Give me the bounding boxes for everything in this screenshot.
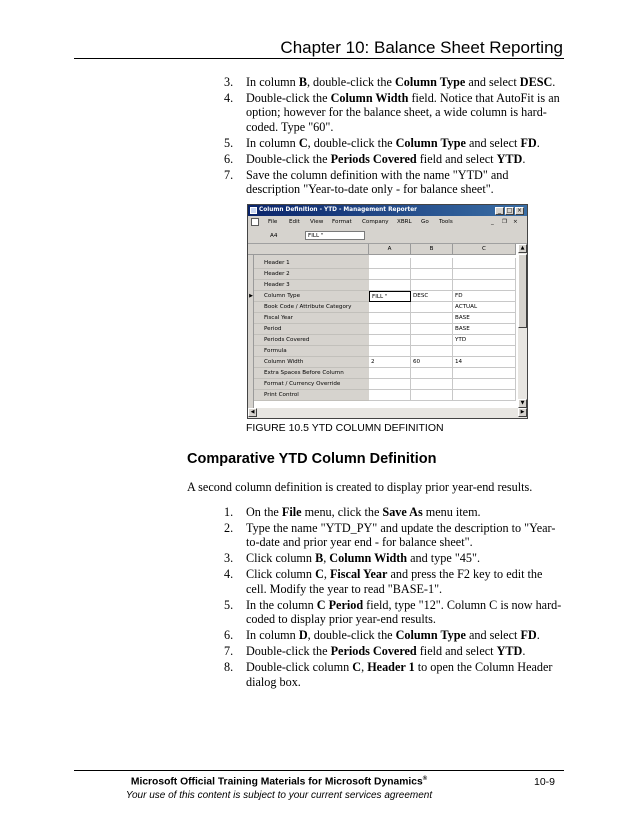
step-emphasis: C <box>352 660 362 675</box>
window-titlebar <box>248 205 527 216</box>
grid-cell[interactable] <box>411 313 453 324</box>
mdi-restore-icon[interactable]: ❐ <box>502 219 508 225</box>
grid-cell[interactable] <box>369 379 411 390</box>
close-button[interactable]: × <box>516 206 523 214</box>
step-text: , <box>323 567 330 582</box>
row-label[interactable]: Column Type <box>254 291 369 302</box>
grid-cell[interactable] <box>411 269 453 280</box>
step-text: and select <box>465 628 521 643</box>
row-label[interactable]: Print Control <box>254 390 369 401</box>
grid-cell[interactable] <box>453 258 516 269</box>
grid-cell[interactable] <box>411 335 453 346</box>
step-text: Click column <box>246 567 316 582</box>
footer-line-1 <box>74 776 564 787</box>
row-label[interactable]: Formula <box>254 346 369 357</box>
grid-cell[interactable]: ACTUAL <box>453 302 516 313</box>
page-number: 10-9 <box>534 776 556 788</box>
step-text: . <box>552 75 556 89</box>
grid-cell[interactable] <box>369 280 411 291</box>
grid-corner <box>248 244 369 255</box>
step-item <box>224 598 564 627</box>
step-text: field. Notice that AutoFit is an option; however for the balance sheet, a wide column is hard-coded. Type "60". <box>246 91 560 134</box>
step-emphasis: YTD <box>496 151 523 166</box>
step-text: Type the name "YTD_PY" and update the description to "Year-to-date and prior year end - for balance sheet". <box>246 521 556 550</box>
grid-cell[interactable] <box>369 269 411 280</box>
step-text: menu item. <box>422 505 481 519</box>
grid-cell[interactable] <box>369 313 411 324</box>
screenshot-window <box>247 204 528 419</box>
menu-file[interactable]: File <box>268 219 278 225</box>
grid-cell[interactable] <box>411 390 453 401</box>
step-emphasis: Save As <box>382 505 423 519</box>
step-emphasis: FD <box>520 135 537 150</box>
step-text: to open the Column Header dialog box. <box>246 660 553 689</box>
grid-cell[interactable]: BASE <box>453 324 516 335</box>
step-text: Double-click column <box>246 660 353 675</box>
step-text: . <box>522 151 526 166</box>
formula-bar <box>248 229 527 244</box>
step-text: In column <box>246 75 299 89</box>
figure-caption: FIGURE 10.5 YTD COLUMN DEFINITION <box>246 422 444 434</box>
grid-cell[interactable] <box>411 324 453 335</box>
step-item <box>224 521 564 550</box>
step-number: 3. <box>224 75 234 89</box>
formula-input[interactable]: FILL " <box>305 231 365 240</box>
row-label[interactable]: Periods Covered <box>254 335 369 346</box>
menu-edit[interactable]: Edit <box>289 219 300 225</box>
intro-paragraph: A second column definition is created to display prior year-end results. <box>187 480 533 494</box>
app-icon <box>250 207 257 214</box>
grid-cell[interactable] <box>453 390 516 401</box>
horizontal-scrollbar[interactable] <box>248 408 527 418</box>
step-text: field and select <box>416 644 497 659</box>
menu-xbrl[interactable]: XBRL <box>397 219 412 225</box>
step-emphasis: Column Type <box>394 75 466 89</box>
step-number: 6. <box>224 628 234 643</box>
step-text: , <box>323 551 330 566</box>
grid-cell[interactable]: 60 <box>411 357 453 368</box>
grid-cell[interactable] <box>369 390 411 401</box>
step-text: and select <box>465 75 520 89</box>
step-emphasis: Periods Covered <box>330 151 417 166</box>
step-item <box>224 660 564 689</box>
step-item <box>224 505 564 519</box>
step-item <box>224 551 564 565</box>
scroll-down-icon[interactable]: ▼ <box>518 399 527 408</box>
step-number: 2. <box>224 521 234 535</box>
grid-cell[interactable]: YTD <box>453 335 516 346</box>
menu-tools[interactable]: Tools <box>439 219 453 225</box>
step-emphasis: Header 1 <box>367 660 415 675</box>
menu-go[interactable]: Go <box>421 219 429 225</box>
step-emphasis: B <box>298 75 307 89</box>
grid-cell[interactable] <box>411 302 453 313</box>
chapter-title: Chapter 10: Balance Sheet Reporting <box>280 38 563 57</box>
footer-rule <box>74 770 564 771</box>
step-number: 8. <box>224 660 234 675</box>
step-item <box>224 152 564 166</box>
step-number: 4. <box>224 91 234 105</box>
grid-cell[interactable]: FILL " <box>369 291 411 302</box>
step-text: Double-click the <box>246 151 331 166</box>
grid-cell[interactable] <box>369 368 411 379</box>
window-title: Column Definition - YTD - Management Reporter <box>259 206 418 213</box>
step-text: field and select <box>416 151 497 166</box>
step-item <box>224 644 564 658</box>
grid-cell[interactable] <box>411 368 453 379</box>
grid-cell[interactable] <box>369 346 411 357</box>
step-number: 5. <box>224 597 234 612</box>
step-number: 7. <box>224 644 234 659</box>
step-emphasis: Column Width <box>329 551 408 566</box>
section-heading: Comparative YTD Column Definition <box>187 451 437 467</box>
current-row-arrow-icon: ▶ <box>249 293 253 299</box>
maximize-button[interactable]: □ <box>506 206 513 214</box>
grid-cell[interactable] <box>369 302 411 313</box>
step-emphasis: Column Type <box>395 628 466 643</box>
grid-cell[interactable] <box>411 258 453 269</box>
step-emphasis: File <box>281 505 302 519</box>
column-header-b[interactable]: B <box>411 244 453 255</box>
menu-bar <box>248 216 527 229</box>
step-emphasis: YTD <box>496 644 523 659</box>
step-item <box>224 168 564 197</box>
menu-format[interactable]: Format <box>332 219 352 225</box>
step-item <box>224 567 564 596</box>
step-text: and press the F2 key to edit the cell. Modify the year to read "BASE-1". <box>246 567 543 596</box>
step-emphasis: C <box>298 135 308 150</box>
row-label[interactable]: Fiscal Year <box>254 313 369 324</box>
step-emphasis: Fiscal Year <box>329 567 388 582</box>
column-header-c[interactable]: C <box>453 244 516 255</box>
scroll-up-icon[interactable]: ▲ <box>518 244 527 253</box>
step-text: Double-click the <box>246 644 331 659</box>
row-label[interactable]: Book Code / Attribute Category <box>254 302 369 313</box>
step-number: 5. <box>224 135 234 150</box>
mdi-minimize-icon[interactable]: _ <box>491 219 494 225</box>
row-label[interactable]: Header 1 <box>254 258 369 269</box>
footer-line-2: Your use of this content is subject to your current services agreement <box>125 790 433 801</box>
step-emphasis: B <box>315 551 324 566</box>
step-text: In column <box>246 135 299 150</box>
scroll-left-icon[interactable]: ◀ <box>248 408 257 417</box>
grid-cell[interactable] <box>411 346 453 357</box>
step-text: . <box>536 628 540 643</box>
step-item <box>224 628 564 642</box>
mdi-close-icon[interactable]: × <box>513 219 518 225</box>
row-label[interactable]: Extra Spaces Before Column <box>254 368 369 379</box>
grid-cell[interactable]: DESC <box>411 291 453 302</box>
grid-cell[interactable]: FD <box>453 291 516 302</box>
menu-view[interactable]: View <box>310 219 324 225</box>
step-text: . <box>522 644 526 659</box>
grid-cell[interactable] <box>453 368 516 379</box>
step-item <box>224 136 564 150</box>
grid-cell[interactable]: 14 <box>453 357 516 368</box>
grid-cell[interactable]: BASE <box>453 313 516 324</box>
step-number: 6. <box>224 151 234 166</box>
grid-cell[interactable] <box>453 346 516 357</box>
step-emphasis: Periods Covered <box>330 644 417 659</box>
step-text: Save the column definition with the name "YTD" and description "Year-to-date only - for balance sheet". <box>246 167 509 197</box>
step-item <box>224 91 564 134</box>
step-emphasis: Column Width <box>330 91 409 105</box>
step-text: and select <box>465 135 521 150</box>
column-definition-grid <box>248 244 518 408</box>
step-item <box>224 75 564 89</box>
row-label[interactable]: Period <box>254 324 369 335</box>
step-text: , double-click the <box>306 75 395 89</box>
steps-list-a <box>224 75 564 198</box>
step-emphasis: Column Type <box>395 135 466 150</box>
step-text: Double-click the <box>246 91 331 105</box>
row-label[interactable]: Header 3 <box>254 280 369 291</box>
grid-cell[interactable] <box>453 379 516 390</box>
step-text: In column <box>246 628 299 643</box>
step-text: field, type "12". Column C is now hard-coded to display prior year-end results. <box>246 597 562 627</box>
grid-cell[interactable] <box>369 324 411 335</box>
step-text: , double-click the <box>307 135 396 150</box>
scroll-thumb[interactable] <box>518 254 527 328</box>
step-emphasis: DESC <box>519 75 553 89</box>
grid-cell[interactable]: 2 <box>369 357 411 368</box>
step-emphasis: C <box>315 567 324 582</box>
row-label[interactable]: Format / Currency Override <box>254 379 369 390</box>
grid-cell[interactable] <box>369 258 411 269</box>
step-number: 7. <box>224 167 234 182</box>
grid-cell[interactable] <box>453 280 516 291</box>
scroll-right-icon[interactable]: ▶ <box>518 408 527 417</box>
document-icon <box>251 218 259 226</box>
row-label[interactable]: Column Width <box>254 357 369 368</box>
grid-cell[interactable] <box>453 269 516 280</box>
step-emphasis: D <box>298 628 308 643</box>
step-text: In the column <box>246 597 317 612</box>
column-header-a[interactable]: A <box>369 244 411 255</box>
vertical-scrollbar[interactable] <box>518 244 527 408</box>
minimize-button[interactable]: _ <box>495 207 504 215</box>
grid-cell[interactable] <box>411 379 453 390</box>
grid-cell[interactable] <box>369 335 411 346</box>
footer-title: Microsoft Official Training Materials for Microsoft Dynamics <box>130 776 423 788</box>
step-emphasis: FD <box>520 628 537 643</box>
header-rule <box>74 58 564 59</box>
row-label[interactable]: Header 2 <box>254 269 369 280</box>
step-text: , double-click the <box>307 628 396 643</box>
step-number: 4. <box>224 567 234 582</box>
step-emphasis: C Period <box>316 597 364 612</box>
registered-mark: ® <box>422 776 428 782</box>
menu-company[interactable]: Company <box>362 219 389 225</box>
cell-reference: A4 <box>270 233 278 239</box>
step-number: 3. <box>224 551 234 566</box>
grid-cell[interactable] <box>411 280 453 291</box>
step-text: . <box>536 135 540 150</box>
steps-list-b <box>224 505 564 691</box>
step-text: , <box>361 660 368 675</box>
step-text: Click column <box>246 551 316 566</box>
step-number: 1. <box>224 505 234 519</box>
step-text: On the <box>246 505 282 519</box>
step-text: and type "45". <box>407 551 480 566</box>
step-text: menu, click the <box>301 505 383 519</box>
